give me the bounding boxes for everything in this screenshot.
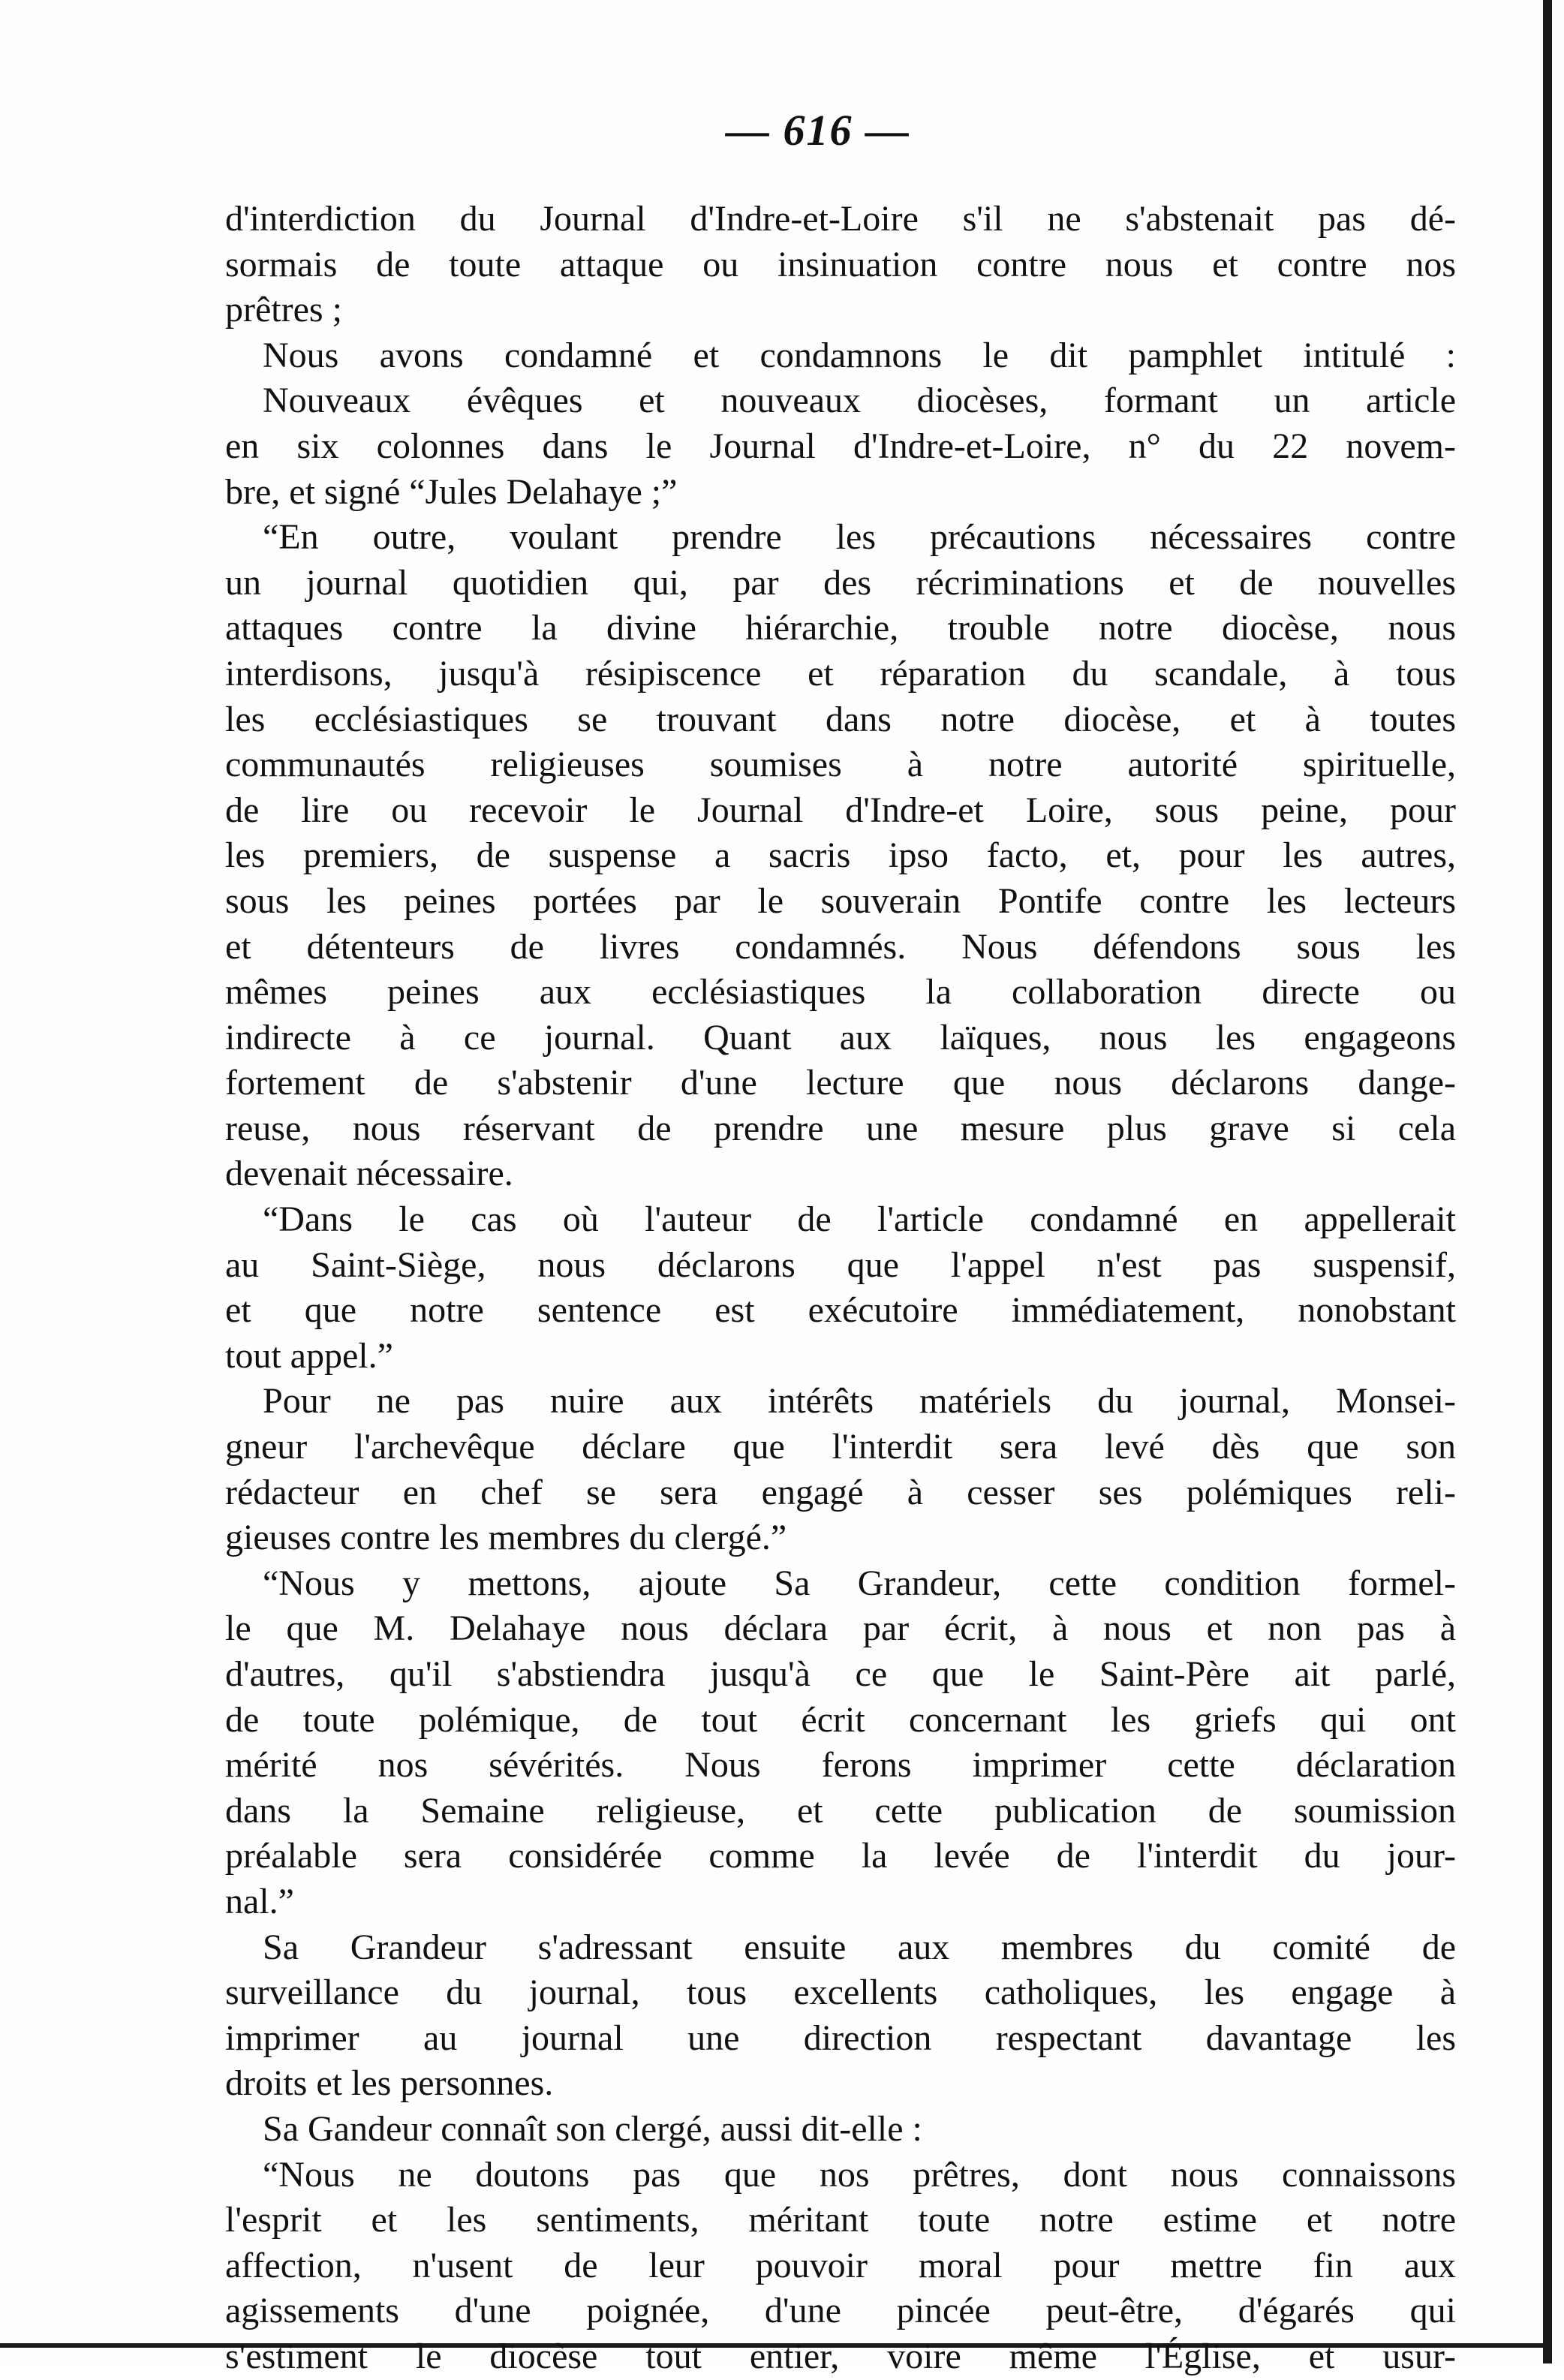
text-line: gneur l'archevêque déclare que l'interdit sera levé dès que son — [225, 1427, 1456, 1467]
text-line: au Saint-Siège, nous déclarons que l'appel n'est pas suspensif, — [225, 1244, 1456, 1285]
text-line: droits et les personnes. — [225, 2063, 554, 2104]
text-line: surveillance du journal, tous excellents catholiques, les engage à — [225, 1972, 1456, 2013]
text-line: imprimer au journal une direction respectant davantage les — [225, 2017, 1456, 2058]
text-line: Sa Grandeur s'adressant ensuite aux membres du comité de — [263, 1927, 1456, 1967]
text-line: affection, n'usent de leur pouvoir moral pour mettre fin aux — [225, 2245, 1456, 2285]
text-line: devenait nécessaire. — [225, 1154, 513, 1194]
text-line: prêtres ; — [225, 290, 342, 330]
text-line: Pour ne pas nuire aux intérêts matériels du journal, Monsei- — [263, 1381, 1456, 1422]
text-line: “En outre, voulant prendre les précautions nécessaires contre — [263, 517, 1456, 558]
text-line: rédacteur en chef se sera engagé à cesser ses polémiques reli- — [225, 1472, 1456, 1512]
text-line: Nous avons condamné et condamnons le dit pamphlet intitulé : — [263, 335, 1456, 375]
text-line: interdisons, jusqu'à résipiscence et réparation du scandale, à tous — [225, 653, 1456, 694]
text-line: les premiers, de suspense a sacris ipso facto, et, pour les autres, — [225, 835, 1456, 876]
text-line: bre, et signé “Jules Delahaye ;” — [225, 471, 678, 512]
text-line: “Dans le cas où l'auteur de l'article condamné en appellerait — [263, 1199, 1456, 1240]
text-line: Nouveaux évêques et nouveaux diocèses, formant un article — [263, 381, 1456, 421]
text-line: d'autres, qu'il s'abstiendra jusqu'à ce que le Saint-Père ait parlé, — [225, 1654, 1456, 1694]
text-line: nal.” — [225, 1881, 294, 1921]
text-line: mérité nos sévérités. Nous ferons imprimer cette déclaration — [225, 1745, 1456, 1786]
text-line: l'esprit et les sentiments, méritant toute notre estime et notre — [225, 2200, 1456, 2240]
text-line: en six colonnes dans le Journal d'Indre-et-Loire, n° du 22 novem- — [225, 426, 1456, 466]
text-line: reuse, nous réservant de prendre une mesure plus grave si cela — [225, 1108, 1456, 1148]
text-line: et détenteurs de livres condamnés. Nous défendons sous les — [225, 926, 1456, 967]
text-line: sormais de toute attaque ou insinuation contre nous et contre nos — [225, 244, 1456, 284]
text-line: “Nous ne doutons pas que nos prêtres, dont nous connaissons — [263, 2154, 1456, 2195]
page-edge-right — [1543, 0, 1552, 2363]
text-line: attaques contre la divine hiérarchie, trouble notre diocèse, nous — [225, 608, 1456, 648]
text-line: indirecte à ce journal. Quant aux laïques, nous les engageons — [225, 1017, 1456, 1058]
text-line: les ecclésiastiques se trouvant dans notre diocèse, et à toutes — [225, 699, 1456, 739]
text-line: d'interdiction du Journal d'Indre-et-Loire s'il ne s'abstenait pas dé- — [225, 199, 1456, 239]
page-number: — 616 — — [726, 106, 910, 155]
text-line: fortement de s'abstenir d'une lecture que nous déclarons dange- — [225, 1063, 1456, 1103]
text-line: dans la Semaine religieuse, et cette publication de soumission — [225, 1790, 1456, 1831]
text-line: tout appel.” — [225, 1335, 393, 1376]
text-line: préalable sera considérée comme la levée de l'interdit du jour- — [225, 1836, 1456, 1876]
text-line: de lire ou recevoir le Journal d'Indre-et Loire, sous peine, pour — [225, 790, 1456, 830]
text-line: s'estiment le diocèse tout entier, voire même l'Église, et usur- — [225, 2336, 1456, 2376]
text-line: gieuses contre les membres du clergé.” — [225, 1518, 787, 1558]
body-text — [225, 197, 1456, 2380]
text-line: agissements d'une poignée, d'une pincée peut-être, d'égarés qui — [225, 2291, 1456, 2331]
text-line: “Nous y mettons, ajoute Sa Grandeur, cette condition formel- — [263, 1563, 1456, 1603]
text-line: sous les peines portées par le souverain Pontife contre les lecteurs — [225, 880, 1456, 921]
text-line: Sa Gandeur connaît son clergé, aussi dit-elle : — [263, 2108, 922, 2149]
text-line: communautés religieuses soumises à notre autorité spirituelle, — [225, 745, 1456, 785]
text-line: et que notre sentence est exécutoire immédiatement, nonobstant — [225, 1290, 1456, 1331]
text-line: mêmes peines aux ecclésiastiques la collaboration directe ou — [225, 972, 1456, 1012]
text-line: de toute polémique, de tout écrit concernant les griefs qui ont — [225, 1699, 1456, 1740]
text-line: un journal quotidien qui, par des récriminations et de nouvelles — [225, 562, 1456, 603]
text-line: le que M. Delahaye nous déclara par écrit, à nous et non pas à — [225, 1608, 1456, 1649]
